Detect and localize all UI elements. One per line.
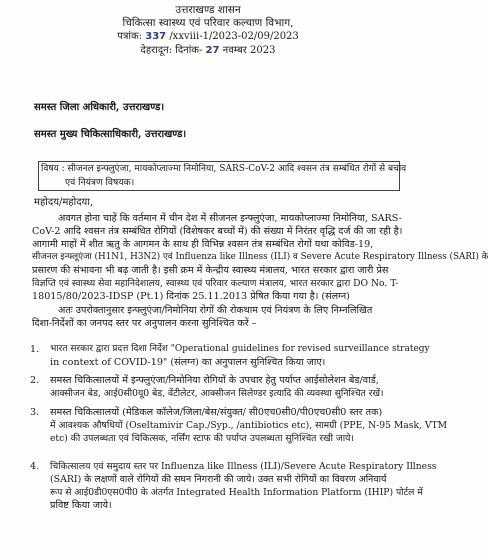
paragraph-2-line: दिशा-निर्देशों का जनपद स्तर पर अनुपालन करना सुनिश्चित करें – bbox=[32, 318, 257, 329]
list-text bbox=[50, 343, 430, 369]
subject-line-2: एवं नियंत्रण विषयक। bbox=[65, 177, 135, 188]
list-line: चिकित्सालय एवं समुदाय स्तर पर Influenza like Illness (ILI)/Severe Acute Respiratory Illness bbox=[50, 461, 437, 472]
list-number: 2. bbox=[30, 375, 40, 386]
place-date bbox=[40, 44, 376, 57]
list-line: भारत सरकार द्वारा प्रदत्त दिशा निर्देश "Operational guidelines for revised surveillance strategy bbox=[50, 344, 430, 354]
list-number: 3. bbox=[30, 407, 40, 418]
list-line: in context of COVID-19" (संलग्न) का अनुपालन सुनिश्चित किया जाए। bbox=[50, 357, 326, 368]
list-line: etc) की उपलब्धता एवं चिकित्सक, नर्सिंग स्टाफ की पर्याप्त उपलब्धता सुनिश्चित रखी जाये। bbox=[50, 433, 354, 444]
handwritten-day: 27 bbox=[205, 45, 220, 56]
department-title: चिकित्सा स्वास्थ्य एवं परिवार कल्याण विभाग, bbox=[122, 17, 294, 29]
list-line: में आवश्यक औषधियों (Oseltamivir Cap./Syp., /antibiotics etc), सामग्री (PPE, N-95 Mask, VTM bbox=[50, 420, 448, 431]
list-text bbox=[50, 406, 448, 445]
list-line: प्रविष्ट किया जाये। bbox=[50, 500, 112, 511]
paragraph-2-line: अतः उपरोक्तानुसार इन्फ्लुएंजा/निमोनिया रोगों की रोकथाम एवं नियंत्रण के लिए निम्नलिखित bbox=[58, 305, 373, 316]
place-date-prefix: देहरादून: दिनांक- bbox=[140, 45, 203, 56]
paragraph-1 bbox=[32, 212, 488, 303]
paragraph-1-line: विज्ञप्ति एवं स्वास्थ्य सेवा महानिदेशालय, स्वास्थ्य एवं परिवार कल्याण मंत्रालय, भारत सरकार द्वारा DO No. T- bbox=[32, 278, 399, 289]
paragraph-1-line: CoV-2 आदि श्वसन तंत्र सम्बंधित रोगियों (विशेषकर बच्चों में) की संख्या में निरंतर वृद्धि दर्ज की जा रही है। bbox=[32, 226, 403, 237]
paragraph-1-line: 18015/80/2023-IDSP (Pt.1) दिनांक 25.11.2013 प्रेषित किया गया है। (संलग्न) bbox=[32, 291, 350, 302]
list-line: समस्त चिकित्सालयों (मेडिकल कॉलेज/जिला/बेस/संयुक्त/ सी0एच0सी0/पी0एच0सी0 स्तर तक) bbox=[50, 407, 383, 418]
reference-suffix: /xxviii-1/2023-02/09/2023 bbox=[169, 31, 299, 42]
subject-box bbox=[38, 161, 407, 191]
recipient-2: समस्त मुख्य चिकित्साधिकारी, उत्तराखण्ड। bbox=[34, 129, 187, 140]
list-number: 4. bbox=[30, 461, 40, 472]
reference-number bbox=[40, 30, 376, 43]
government-title: उत्तराखण्ड शासन bbox=[175, 4, 241, 16]
list-text bbox=[50, 460, 437, 512]
paragraph-2 bbox=[32, 304, 400, 330]
salutation: महोदय/महोदया, bbox=[34, 197, 94, 208]
subject-line-1: विषय : सीजनल इन्फ्लुएंजा, मायकोप्लाज्मा निमोनिया, SARS-CoV-2 आदि श्वसन तंत्र सम्बंधित रोगों से बचाव bbox=[41, 164, 407, 174]
reference-prefix: पत्रांक: bbox=[117, 31, 143, 42]
paragraph-1-line: प्रसारण की संभावना भी बढ़ जाती है। इसी क्रम में केन्द्रीय स्वास्थ्य मंत्रालय, भारत सरकार द्वारा जारी प्रेस bbox=[32, 265, 389, 276]
list-line: (SARI) के लक्षणों वाले रोगियों की सघन निगरानी की जाये। उक्त सभी रोगियों का विवरण अनिवार्य bbox=[50, 474, 387, 485]
recipient-1: समस्त जिला अधिकारी, उत्तराखण्ड। bbox=[34, 102, 165, 113]
list-line: आक्सीजन बेड, आई0सी0यू0 बेड, वेंटीलेटर, आक्सीजन सिलेण्डर इत्यादि की व्यवस्था सुनिश्चित रखें। bbox=[50, 388, 384, 399]
list-line: समस्त चिकित्सालयों में इन्फ्लुएंजा/निमोनिया रोगियों के उपचार हेतु पर्याप्त आईसोलेशन बेड/वार्ड, bbox=[50, 375, 379, 386]
paragraph-1-line: सीजनल इन्फ्लूएंजा (H1N1, H3N2) एवं Influenza like Illness (ILI) व Severe Acute Respiratory Illness (SARI) के bbox=[32, 252, 488, 262]
date-month-year: नवम्बर 2023 bbox=[222, 45, 276, 56]
list-line: रूप से आई0डी0एस0पी0 के अंतर्गत Integrated Health Information Platform (IHIP) पोर्टल में bbox=[50, 487, 423, 498]
paragraph-1-line: आगामी माहों में शीत ऋतु के आगमन के साथ ही विभिन्न श्वसन तंत्र सम्बंधित रोगों यथा कोविड-19, bbox=[32, 239, 374, 250]
list-text bbox=[50, 374, 402, 400]
list-number: 1. bbox=[30, 344, 40, 355]
reference-handwritten-number: 337 bbox=[145, 31, 167, 42]
paragraph-1-line: अवगत होना चाहें कि वर्तमान में चीन देश में सीजनल इन्फ्लुएंजा, मायकोप्लाज्मा निमोनिया, SARS- bbox=[58, 213, 402, 224]
